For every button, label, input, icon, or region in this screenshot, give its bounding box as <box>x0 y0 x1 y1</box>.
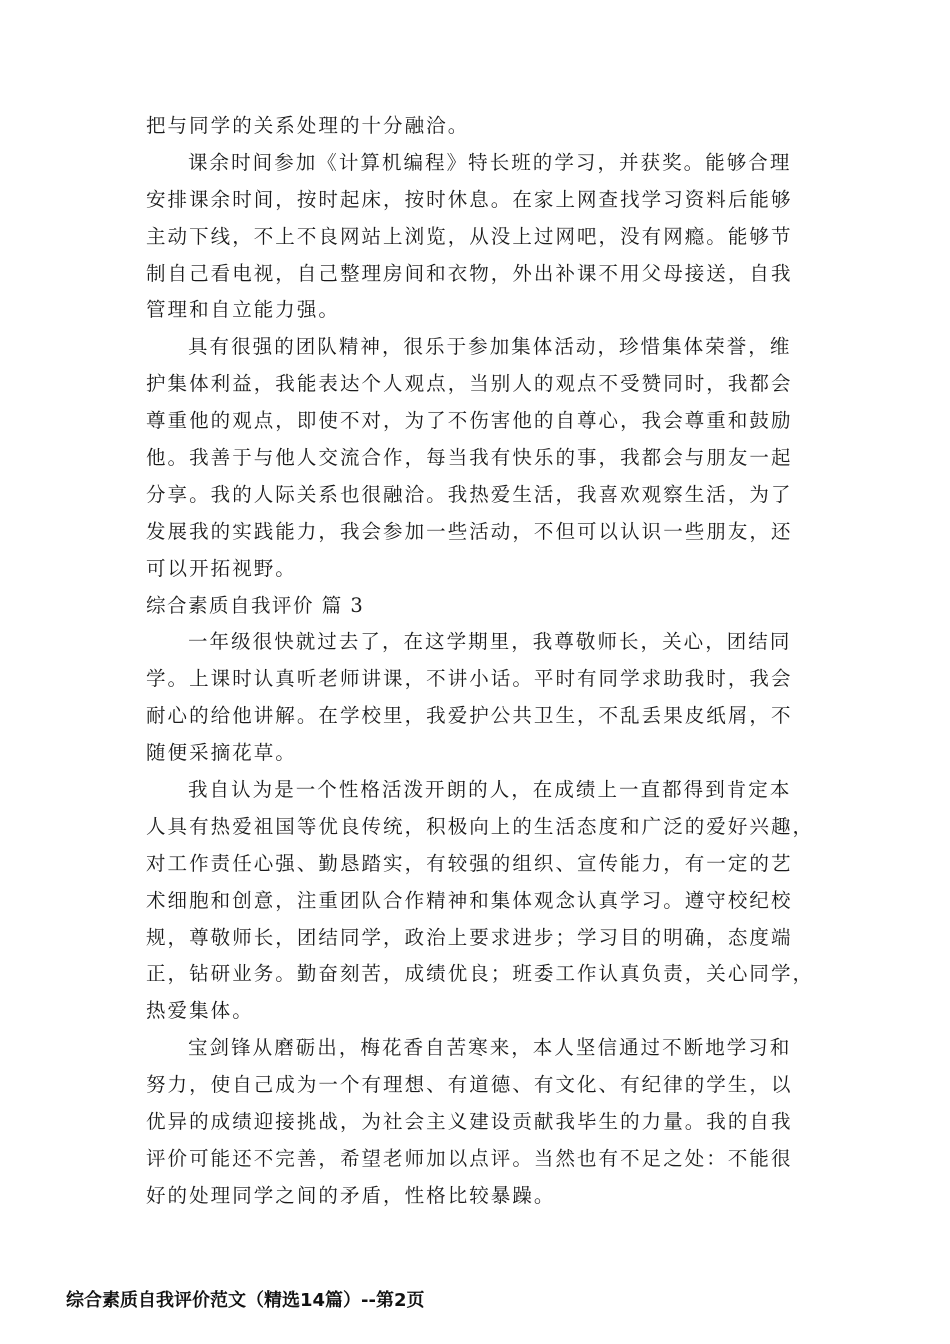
page-footer: 综合素质自我评价范文（精选14篇）--第2页 <box>66 1290 425 1311</box>
text-line: 课余时间参加《计算机编程》特长班的学习，并获奖。能够合理 <box>188 150 792 174</box>
text-line: 制自己看电视，自己整理房间和衣物，外出补课不用父母接送，自我 <box>146 261 793 285</box>
text-line: 热爱集体。 <box>146 999 254 1023</box>
text-line: 对工作责任心强、勤恳踏实，有较强的组织、宣传能力，有一定的艺 <box>146 851 793 875</box>
text-line: 耐心的给他讲解。在学校里，我爱护公共卫生，不乱丢果皮纸屑，不 <box>146 704 793 728</box>
text-line: 管理和自立能力强。 <box>146 298 340 322</box>
text-line: 可以开拓视野。 <box>146 556 297 580</box>
document-body <box>146 108 818 1215</box>
text-line: 发展我的实践能力，我会参加一些活动，不但可以认识一些朋友，还 <box>146 519 793 543</box>
text-line: 尊重他的观点，即使不对，为了不伤害他的自尊心，我会尊重和鼓励 <box>146 409 793 433</box>
text-line: 正，钻研业务。勤奋刻苦，成绩优良；班委工作认真负责，关心同学， <box>146 962 815 986</box>
section-heading: 综合素质自我评价 篇 3 <box>146 593 365 617</box>
text-line: 评价可能还不完善，希望老师加以点评。当然也有不足之处：不能很 <box>146 1146 793 1170</box>
text-line: 他。我善于与他人交流合作，每当我有快乐的事，我都会与朋友一起 <box>146 446 793 470</box>
text-line: 学。上课时认真听老师讲课，不讲小话。平时有同学求助我时，我会 <box>146 667 793 691</box>
text-line: 术细胞和创意，注重团队合作精神和集体观念认真学习。遵守校纪校 <box>146 888 793 912</box>
text-line: 我自认为是一个性格活泼开朗的人，在成绩上一直都得到肯定本 <box>188 778 792 802</box>
text-line: 好的处理同学之间的矛盾，性格比较暴躁。 <box>146 1183 556 1207</box>
text-line: 主动下线，不上不良网站上浏览，从没上过网吧，没有网瘾。能够节 <box>146 224 793 248</box>
text-line: 护集体利益，我能表达个人观点，当别人的观点不受赞同时，我都会 <box>146 372 793 396</box>
text-line: 宝剑锋从磨砺出，梅花香自苦寒来，本人坚信通过不断地学习和 <box>188 1036 792 1060</box>
text-line: 把与同学的关系处理的十分融洽。 <box>146 114 470 137</box>
text-line: 规，尊敬师长，团结同学，政治上要求进步；学习目的明确，态度端 <box>146 925 793 949</box>
text-line: 努力，使自己成为一个有理想、有道德、有文化、有纪律的学生，以 <box>146 1073 793 1097</box>
text-line: 分享。我的人际关系也很融洽。我热爱生活，我喜欢观察生活，为了 <box>146 482 793 506</box>
text-line: 优异的成绩迎接挑战，为社会主义建设贡献我毕生的力量。我的自我 <box>146 1110 793 1134</box>
text-line: 安排课余时间，按时起床，按时休息。在家上网查找学习资料后能够 <box>146 187 793 211</box>
text-line: 一年级很快就过去了，在这学期里，我尊敬师长，关心，团结同 <box>188 630 792 654</box>
text-line: 人具有热爱祖国等优良传统，积极向上的生活态度和广泛的爱好兴趣， <box>146 814 815 838</box>
text-line: 具有很强的团队精神，很乐于参加集体活动，珍惜集体荣誉，维 <box>188 335 792 359</box>
text-line: 随便采摘花草。 <box>146 741 297 765</box>
